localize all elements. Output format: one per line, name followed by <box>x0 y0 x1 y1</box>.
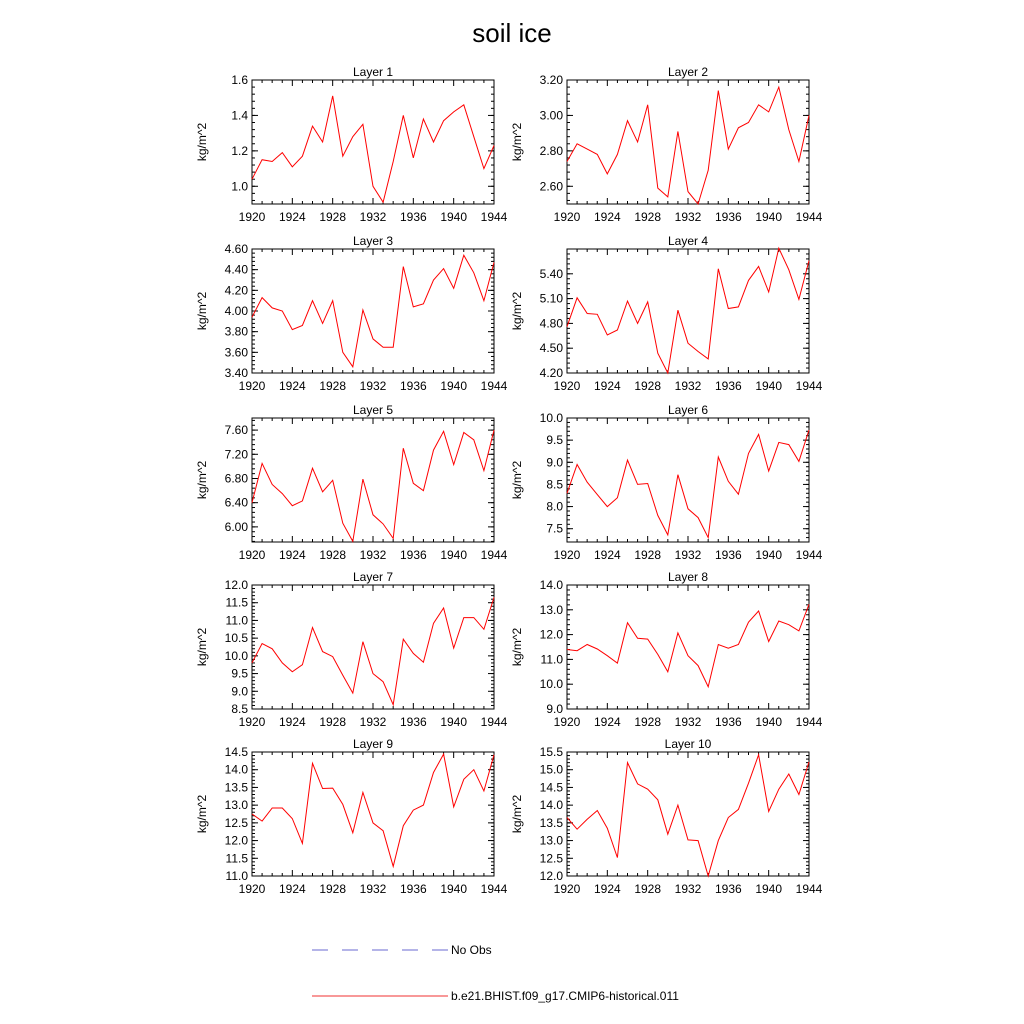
x-tick-label: 1924 <box>593 210 621 224</box>
x-tick-label: 1932 <box>674 210 702 224</box>
x-tick-label: 1920 <box>238 548 266 562</box>
y-tick-label: 10.0 <box>539 677 563 692</box>
y-tick-label: 9.5 <box>231 666 248 681</box>
y-tick-label: 6.00 <box>224 519 248 534</box>
panel-layer-4 <box>510 234 823 393</box>
y-tick-label: 8.5 <box>231 702 248 716</box>
y-tick-label: 12.5 <box>539 851 563 866</box>
panel-layer-8 <box>510 570 823 729</box>
y-tick-label: 4.40 <box>224 262 248 277</box>
x-tick-label: 1932 <box>674 882 702 896</box>
y-tick-label: 8.0 <box>546 499 563 514</box>
x-tick-label: 1920 <box>238 379 266 393</box>
y-tick-label: 12.0 <box>539 869 563 883</box>
x-tick-label: 1928 <box>319 210 347 224</box>
x-tick-label: 1936 <box>399 548 427 562</box>
x-tick-label: 1944 <box>480 715 508 729</box>
x-tick-label: 1932 <box>359 548 387 562</box>
x-tick-label: 1928 <box>319 715 347 729</box>
x-tick-label: 1940 <box>440 882 468 896</box>
x-tick-label: 1924 <box>593 882 621 896</box>
y-axis-label: kg/m^2 <box>195 122 209 162</box>
y-tick-label: 2.80 <box>539 143 563 158</box>
y-axis-label: kg/m^2 <box>510 291 524 331</box>
y-axis-label: kg/m^2 <box>195 794 209 834</box>
x-tick-label: 1944 <box>795 548 823 562</box>
y-tick-label: 12.0 <box>224 578 248 592</box>
y-tick-label: 9.5 <box>546 433 563 448</box>
series-line <box>567 87 809 204</box>
x-tick-label: 1940 <box>755 379 783 393</box>
panel-title: Layer 9 <box>352 737 394 751</box>
y-tick-label: 4.60 <box>224 242 248 256</box>
x-tick-label: 1920 <box>553 379 581 393</box>
x-tick-label: 1940 <box>755 882 783 896</box>
y-tick-label: 10.0 <box>539 411 563 425</box>
y-tick-label: 14.0 <box>224 762 248 777</box>
x-tick-label: 1944 <box>480 210 508 224</box>
x-tick-label: 1944 <box>480 379 508 393</box>
x-tick-label: 1936 <box>714 210 742 224</box>
x-tick-label: 1936 <box>399 379 427 393</box>
y-tick-label: 11.0 <box>225 869 248 883</box>
y-tick-label: 7.5 <box>546 521 563 536</box>
y-tick-label: 14.0 <box>539 578 563 592</box>
y-tick-label: 4.20 <box>224 283 248 298</box>
x-tick-label: 1924 <box>278 210 306 224</box>
y-tick-label: 4.80 <box>539 316 563 331</box>
y-axis-label: kg/m^2 <box>195 460 209 500</box>
x-tick-label: 1936 <box>399 882 427 896</box>
y-axis-label: kg/m^2 <box>510 794 524 834</box>
y-axis-label: kg/m^2 <box>510 122 524 162</box>
y-tick-label: 3.00 <box>539 108 563 123</box>
legend <box>312 943 679 1003</box>
y-tick-label: 14.5 <box>539 780 563 795</box>
plot-frame <box>252 585 494 709</box>
y-tick-label: 13.5 <box>224 780 248 795</box>
y-tick-label: 12.5 <box>224 815 248 830</box>
panel-title: Layer 4 <box>667 234 709 248</box>
y-tick-label: 6.80 <box>224 471 248 486</box>
x-tick-label: 1944 <box>795 882 823 896</box>
series-line <box>252 597 494 704</box>
y-tick-label: 3.40 <box>224 366 248 380</box>
x-tick-label: 1932 <box>359 882 387 896</box>
y-tick-label: 12.0 <box>539 627 563 642</box>
x-tick-label: 1932 <box>359 379 387 393</box>
plot-frame <box>252 418 494 542</box>
panel-layer-7 <box>195 570 508 729</box>
x-tick-label: 1932 <box>674 379 702 393</box>
x-tick-label: 1940 <box>440 548 468 562</box>
series-line <box>567 604 809 686</box>
x-tick-label: 1932 <box>359 715 387 729</box>
y-tick-label: 14.5 <box>224 745 248 759</box>
x-tick-label: 1928 <box>634 379 662 393</box>
series-line <box>567 755 809 876</box>
x-tick-label: 1928 <box>634 882 662 896</box>
x-tick-label: 1944 <box>795 379 823 393</box>
panel-layer-10 <box>510 737 823 896</box>
panel-layer-9 <box>195 737 508 896</box>
y-tick-label: 13.5 <box>539 815 563 830</box>
y-tick-label: 11.0 <box>225 613 248 628</box>
x-tick-label: 1936 <box>399 210 427 224</box>
x-tick-label: 1940 <box>440 715 468 729</box>
panel-layer-2 <box>510 65 823 224</box>
series-line <box>252 96 494 202</box>
y-tick-label: 11.5 <box>225 851 248 866</box>
x-tick-label: 1924 <box>278 715 306 729</box>
y-tick-label: 8.5 <box>546 477 563 492</box>
x-tick-label: 1944 <box>795 715 823 729</box>
y-tick-label: 14.0 <box>539 798 563 813</box>
y-tick-label: 6.40 <box>224 495 248 510</box>
panel-title: Layer 8 <box>667 570 709 584</box>
x-tick-label: 1936 <box>714 882 742 896</box>
y-tick-label: 1.2 <box>231 143 248 158</box>
x-tick-label: 1940 <box>440 379 468 393</box>
panel-title: Layer 5 <box>352 403 394 417</box>
y-axis-label: kg/m^2 <box>195 291 209 331</box>
y-tick-label: 15.5 <box>539 745 563 759</box>
plot-frame <box>252 249 494 373</box>
x-tick-label: 1920 <box>238 882 266 896</box>
x-tick-label: 1932 <box>674 715 702 729</box>
x-tick-label: 1940 <box>755 548 783 562</box>
y-tick-label: 13.0 <box>224 798 248 813</box>
panels <box>195 65 823 896</box>
x-tick-label: 1936 <box>714 379 742 393</box>
y-tick-label: 1.6 <box>231 73 248 87</box>
y-tick-label: 11.5 <box>225 595 248 610</box>
x-tick-label: 1920 <box>553 548 581 562</box>
x-tick-label: 1920 <box>553 210 581 224</box>
y-tick-label: 1.0 <box>231 179 248 194</box>
x-tick-label: 1936 <box>714 715 742 729</box>
y-tick-label: 5.10 <box>539 291 563 306</box>
plot-frame <box>567 752 809 876</box>
x-tick-label: 1928 <box>319 379 347 393</box>
panel-title: Layer 7 <box>352 570 394 584</box>
panel-layer-5 <box>195 403 508 562</box>
x-tick-label: 1924 <box>593 548 621 562</box>
x-tick-label: 1936 <box>399 715 427 729</box>
y-tick-label: 3.60 <box>224 345 248 360</box>
x-tick-label: 1920 <box>553 882 581 896</box>
plot-frame <box>567 585 809 709</box>
x-tick-label: 1924 <box>278 379 306 393</box>
x-tick-label: 1928 <box>319 882 347 896</box>
panel-layer-3 <box>195 234 508 393</box>
series-line <box>252 255 494 367</box>
panel-title: Layer 2 <box>667 65 709 79</box>
series-line <box>252 754 494 866</box>
y-axis-label: kg/m^2 <box>510 627 524 667</box>
y-tick-label: 1.4 <box>231 108 248 123</box>
y-tick-label: 11.0 <box>540 652 563 667</box>
x-tick-label: 1920 <box>238 210 266 224</box>
panel-title: Layer 1 <box>352 65 394 79</box>
panel-title: Layer 6 <box>667 403 709 417</box>
plot-frame <box>567 80 809 204</box>
x-tick-label: 1940 <box>440 210 468 224</box>
x-tick-label: 1924 <box>278 882 306 896</box>
plot-frame <box>567 418 809 542</box>
x-tick-label: 1924 <box>593 715 621 729</box>
y-tick-label: 4.20 <box>539 366 563 380</box>
panel-layer-6 <box>510 403 823 562</box>
x-tick-label: 1920 <box>553 715 581 729</box>
y-tick-label: 3.80 <box>224 324 248 339</box>
x-tick-label: 1944 <box>480 548 508 562</box>
y-tick-label: 9.0 <box>231 684 248 699</box>
series-line <box>567 430 809 538</box>
y-tick-label: 12.0 <box>224 833 248 848</box>
x-tick-label: 1924 <box>593 379 621 393</box>
y-tick-label: 7.20 <box>224 447 248 462</box>
plot-frame <box>567 249 809 373</box>
x-tick-label: 1928 <box>319 548 347 562</box>
y-tick-label: 9.0 <box>546 702 563 716</box>
series-line <box>252 430 494 541</box>
y-axis-label: kg/m^2 <box>195 627 209 667</box>
y-tick-label: 4.00 <box>224 304 248 318</box>
y-tick-label: 7.60 <box>224 423 248 438</box>
panel-layer-1 <box>195 65 508 224</box>
y-axis-label: kg/m^2 <box>510 460 524 500</box>
y-tick-label: 5.40 <box>539 266 563 281</box>
x-tick-label: 1928 <box>634 715 662 729</box>
x-tick-label: 1932 <box>674 548 702 562</box>
x-tick-label: 1944 <box>480 882 508 896</box>
x-tick-label: 1940 <box>755 715 783 729</box>
x-tick-label: 1928 <box>634 210 662 224</box>
y-tick-label: 3.20 <box>539 73 563 87</box>
legend-label-2: b.e21.BHIST.f09_g17.CMIP6-historical.011 <box>451 989 679 1003</box>
panel-title: Layer 10 <box>664 737 712 751</box>
y-tick-label: 13.0 <box>539 602 563 617</box>
x-tick-label: 1944 <box>795 210 823 224</box>
y-tick-label: 10.5 <box>224 631 248 646</box>
x-tick-label: 1924 <box>278 548 306 562</box>
x-tick-label: 1920 <box>238 715 266 729</box>
y-tick-label: 13.0 <box>539 833 563 848</box>
panel-title: Layer 3 <box>352 234 394 248</box>
y-tick-label: 4.50 <box>539 341 563 356</box>
y-tick-label: 10.0 <box>224 648 248 663</box>
x-tick-label: 1936 <box>714 548 742 562</box>
x-tick-label: 1928 <box>634 548 662 562</box>
series-line <box>567 248 809 373</box>
legend-label-1: No Obs <box>451 943 492 957</box>
figure-title: soil ice <box>472 18 552 48</box>
y-tick-label: 2.60 <box>539 179 563 194</box>
y-tick-label: 9.0 <box>546 455 563 470</box>
x-tick-label: 1940 <box>755 210 783 224</box>
x-tick-label: 1932 <box>359 210 387 224</box>
y-tick-label: 15.0 <box>539 762 563 777</box>
